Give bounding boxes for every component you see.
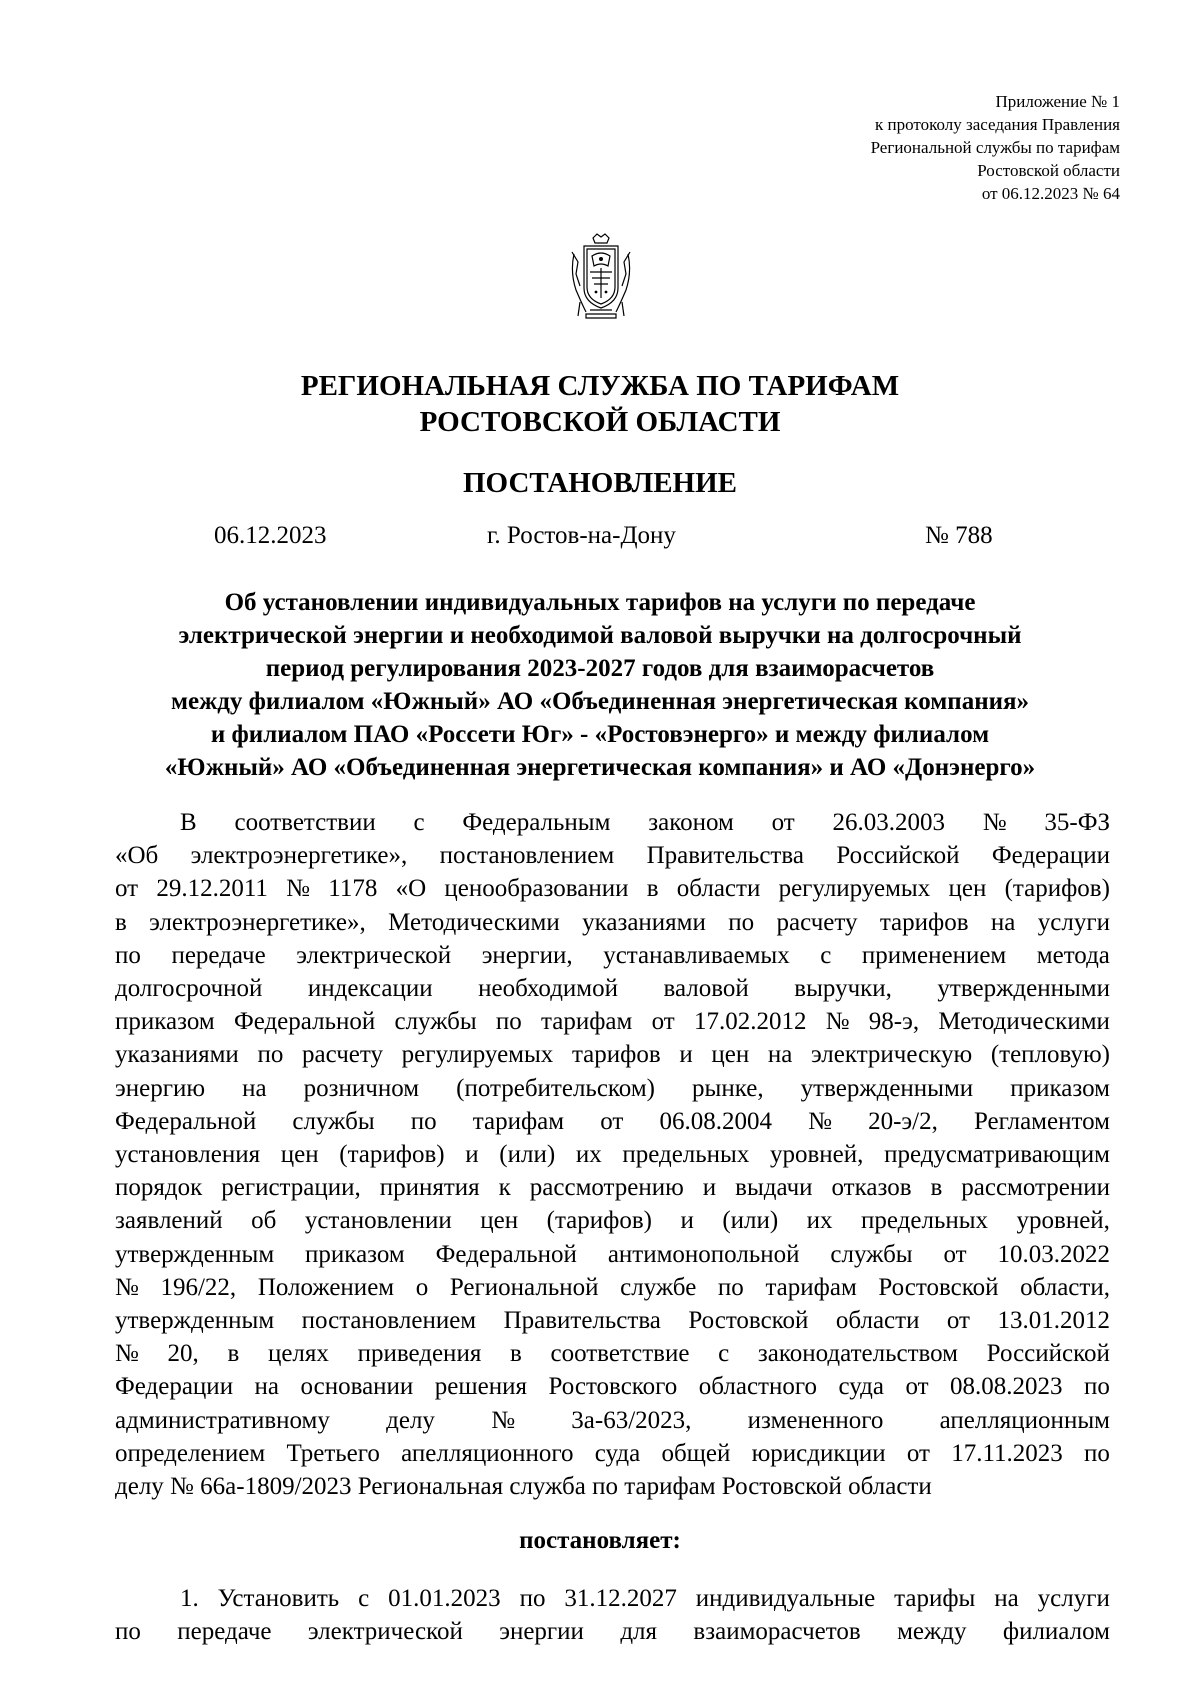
word: В	[180, 809, 197, 836]
word: расчету	[302, 1041, 383, 1069]
word: уровней,	[770, 1141, 864, 1169]
word: передаче	[171, 941, 266, 969]
word: №	[115, 1340, 139, 1368]
word: (или)	[499, 1141, 556, 1169]
document-type: ПОСТАНОВЛЕНИЕ	[462, 467, 737, 499]
word: Федеральной	[435, 1240, 577, 1268]
word: цен	[280, 1141, 319, 1169]
text-line	[115, 1204, 1110, 1237]
word: с	[413, 809, 425, 836]
word: от	[115, 875, 139, 903]
word: выручки,	[794, 975, 892, 1003]
word: рассмотрении	[961, 1174, 1110, 1202]
text-line	[115, 1337, 1110, 1370]
word: Федеральным	[462, 809, 611, 836]
word: областного	[698, 1373, 817, 1401]
word: по	[519, 1585, 546, 1612]
word: регистрации,	[221, 1174, 361, 1202]
word: электрической	[307, 1618, 463, 1646]
appendix-note	[871, 90, 1120, 205]
word: на	[242, 1074, 267, 1102]
word: отказов	[831, 1174, 912, 1202]
word: для	[620, 1618, 658, 1646]
text-line	[115, 806, 1110, 839]
word: порядок	[115, 1174, 203, 1202]
word: 98-э,	[868, 1008, 920, 1036]
word: службы	[830, 1240, 913, 1268]
word: расчету	[776, 908, 858, 936]
organization-line: РОСТОВСКОЙ ОБЛАСТИ	[419, 406, 781, 438]
word: Регламентом	[973, 1107, 1110, 1135]
subject-line: период регулирования 2023-2027 годов для взаиморасчетов	[265, 655, 935, 682]
word: №	[115, 1273, 139, 1301]
text-line	[115, 1238, 1110, 1271]
word: Установить	[217, 1585, 340, 1612]
word: от	[905, 1373, 929, 1401]
word: установлении	[304, 1207, 452, 1235]
word: утвержденными	[937, 975, 1110, 1003]
word: законодательством	[757, 1340, 958, 1368]
word: об	[251, 1207, 277, 1235]
word: №	[825, 1008, 850, 1036]
word: предельных	[861, 1207, 989, 1235]
word: взаиморасчетов	[693, 1618, 861, 1646]
word: суда	[594, 1439, 641, 1467]
appendix-line: от 06.12.2023 № 64	[981, 184, 1120, 203]
word: по	[495, 1008, 522, 1036]
word: по	[728, 908, 755, 936]
text-line	[115, 939, 1110, 972]
word: Методическими	[388, 908, 560, 936]
word: по	[717, 1273, 744, 1301]
text-line	[115, 1072, 1110, 1105]
word: 26.03.2003	[832, 809, 945, 836]
word: №	[808, 1107, 832, 1135]
word: суда	[838, 1373, 884, 1401]
word: 17.02.2012	[693, 1008, 807, 1036]
word: 1.	[180, 1585, 199, 1612]
word: услуги	[1037, 1585, 1110, 1612]
word: уровней,	[1016, 1207, 1110, 1235]
text-line	[115, 1038, 1110, 1071]
word: цен	[948, 875, 987, 903]
word: электроэнергетике»,	[149, 908, 366, 936]
word: №	[286, 875, 311, 903]
text-line	[115, 1171, 1110, 1204]
text-line	[115, 1105, 1110, 1138]
word: тарифов	[879, 908, 969, 936]
word: валовой	[663, 975, 749, 1003]
word: (тарифов)	[339, 1141, 445, 1169]
word: тарифов	[571, 1041, 661, 1069]
word: утвержденными	[800, 1074, 974, 1102]
word: тарифы	[894, 1585, 976, 1612]
text-line	[115, 972, 1110, 1005]
word: Ростовской	[688, 1307, 809, 1335]
word: и	[680, 1207, 694, 1235]
word: от	[946, 1307, 970, 1335]
word: метода	[1036, 941, 1110, 969]
word: делу	[386, 1406, 435, 1434]
word: (тарифов)	[1004, 875, 1110, 903]
text-line	[115, 1437, 1110, 1470]
word: Методическими	[938, 1008, 1110, 1036]
word: 29.12.2011	[156, 875, 268, 903]
word: целях	[267, 1340, 329, 1368]
word: от	[943, 1240, 967, 1268]
word: общей	[661, 1439, 731, 1467]
appendix-line: Ростовской области	[977, 161, 1120, 180]
word: принятия	[379, 1174, 480, 1202]
word: на	[254, 1373, 280, 1401]
word: апелляционного	[401, 1439, 574, 1467]
word: апелляционным	[939, 1406, 1110, 1434]
coat-of-arms-icon	[566, 232, 636, 320]
word: приведения	[357, 1340, 482, 1368]
word: 01.01.2023	[388, 1585, 501, 1612]
word: Российской	[986, 1340, 1110, 1368]
word: рассмотрению	[529, 1174, 684, 1202]
document-number: № 788	[925, 522, 993, 549]
word: 31.12.2027	[564, 1585, 677, 1612]
word: 13.01.2012	[997, 1307, 1110, 1335]
word: по	[410, 1107, 437, 1135]
document-date: 06.12.2023	[214, 522, 327, 549]
word: соответствие	[550, 1340, 690, 1368]
word: и	[465, 1141, 479, 1169]
word: применением	[861, 941, 1007, 969]
word: 17.11.2023	[951, 1439, 1063, 1467]
text-line	[115, 1370, 1110, 1403]
word: и	[679, 1041, 693, 1069]
word: утвержденным	[115, 1307, 275, 1335]
word: их	[806, 1207, 833, 1235]
word: ценообразовании	[444, 875, 629, 903]
word: с	[358, 1585, 370, 1612]
word: с	[718, 1340, 730, 1368]
word: определением	[115, 1439, 266, 1467]
word: услуги	[1037, 908, 1110, 936]
word: регулируемых	[778, 875, 931, 903]
word: цен	[711, 1041, 750, 1069]
subject-line: Об установлении индивидуальных тарифов на услуги по передаче	[224, 589, 976, 616]
word: на	[990, 908, 1016, 936]
word: 1178	[328, 875, 378, 903]
word: службе	[620, 1273, 697, 1301]
word: между	[897, 1618, 967, 1646]
text-line	[115, 1615, 1110, 1648]
word: Российской	[836, 842, 960, 870]
word: по	[115, 941, 141, 969]
word: электрическую	[811, 1041, 973, 1069]
word: области	[835, 1307, 920, 1335]
word: Федерации	[115, 1373, 234, 1401]
word: электроэнергетике»,	[190, 842, 408, 870]
word: с	[820, 941, 832, 969]
word: приказом	[305, 1240, 405, 1268]
word: по	[115, 1618, 141, 1646]
word: области	[676, 875, 761, 903]
word: области,	[1020, 1273, 1110, 1301]
word: передаче	[177, 1618, 272, 1646]
word: в	[115, 908, 127, 936]
word: решения	[434, 1373, 527, 1401]
document-subject	[100, 586, 1100, 784]
word: «О	[395, 875, 427, 903]
word: Федеральной	[115, 1107, 257, 1135]
word: филиалом	[1002, 1618, 1110, 1646]
word: от	[771, 809, 795, 836]
appendix-line: к протоколу заседания Правления	[875, 115, 1120, 134]
word: (тепловую)	[990, 1041, 1110, 1069]
text-line	[115, 1582, 1110, 1615]
word: к	[498, 1174, 511, 1202]
word: устанавливаемых	[603, 941, 790, 969]
word: Третьего	[286, 1439, 380, 1467]
text-line	[115, 906, 1110, 939]
organization-line: РЕГИОНАЛЬНАЯ СЛУЖБА ПО ТАРИФАМ	[300, 370, 900, 402]
word: их	[575, 1141, 602, 1169]
word: 20,	[167, 1340, 199, 1368]
word: Региональной	[449, 1273, 599, 1301]
word: «Об	[115, 842, 159, 870]
document-city: г. Ростов-на-Дону	[487, 522, 676, 549]
word: электрической	[296, 941, 452, 969]
word: предусматривающим	[884, 1141, 1110, 1169]
subject-line: и филиалом ПАО «Россети Юг» - «Ростовэнерго» и между филиалом	[210, 721, 990, 748]
word: постановлением	[301, 1307, 477, 1335]
word: на	[994, 1585, 1019, 1612]
word: и	[702, 1174, 717, 1202]
text-line	[115, 839, 1110, 872]
word: необходимой	[478, 975, 619, 1003]
point-1-paragraph	[115, 1582, 1110, 1648]
word: службы	[394, 1008, 477, 1036]
word: регулируемых	[401, 1041, 554, 1069]
word: от	[906, 1439, 930, 1467]
word: Федеральной	[233, 1008, 376, 1036]
word: тарифам	[541, 1008, 633, 1036]
word: приказом	[1010, 1074, 1110, 1102]
word: 08.08.2023	[950, 1373, 1063, 1401]
word: 196/22,	[160, 1273, 237, 1301]
word: (или)	[722, 1207, 779, 1235]
word: приказом	[115, 1008, 215, 1036]
subject-line: электрической энергии и необходимой валовой выручки на долгосрочный	[178, 622, 1022, 649]
decree-word: постановляет:	[519, 1527, 681, 1554]
word: указаниями	[582, 908, 706, 936]
appendix-line: Региональной службы по тарифам	[870, 138, 1120, 157]
word: в	[646, 875, 659, 903]
word: соответствии	[234, 809, 376, 836]
word: на	[767, 1041, 793, 1069]
word: утвержденным	[115, 1240, 275, 1268]
word: Ростовского	[548, 1373, 678, 1401]
organization-name	[0, 368, 1200, 440]
word: измененного	[747, 1406, 884, 1434]
word: предельных	[622, 1141, 750, 1169]
word: индексации	[307, 975, 433, 1003]
word: постановлением	[439, 842, 615, 870]
word: 06.08.2004	[659, 1107, 772, 1135]
word: по	[257, 1041, 284, 1069]
word: административному	[115, 1406, 330, 1434]
word: долгосрочной	[115, 975, 263, 1003]
word: в	[510, 1340, 522, 1368]
text-line	[115, 1271, 1110, 1304]
word: энергии	[499, 1618, 584, 1646]
appendix-line: Приложение № 1	[995, 92, 1120, 111]
text-line	[115, 1404, 1110, 1437]
text-line	[115, 1138, 1110, 1171]
word: выдачи	[735, 1174, 813, 1202]
text-line: делу № 66а-1809/2023 Региональная служба по тарифам Ростовской области	[115, 1473, 932, 1501]
word: Правительства	[646, 842, 804, 870]
word: в	[227, 1340, 240, 1368]
word: 3а-63/2023,	[571, 1406, 692, 1434]
word: указаниями	[115, 1041, 239, 1069]
word: тарифам	[472, 1107, 565, 1135]
word: Правительства	[503, 1307, 661, 1335]
word: по	[1084, 1439, 1110, 1467]
word: от	[600, 1107, 624, 1135]
word: Положением	[257, 1273, 395, 1301]
word: заявлений	[115, 1207, 223, 1235]
subject-line: «Южный» АО «Объединенная энергетическая компания» и АО «Донэнерго»	[164, 754, 1036, 781]
word: цен	[480, 1207, 519, 1235]
word: розничном	[303, 1074, 420, 1102]
word: индивидуальные	[695, 1585, 876, 1612]
text-line	[115, 872, 1110, 905]
word: антимонопольной	[607, 1240, 800, 1268]
word: Ростовской	[878, 1273, 999, 1301]
text-line	[115, 1304, 1110, 1337]
word: энергии,	[481, 941, 573, 969]
word: (тарифов)	[546, 1207, 652, 1235]
word: 35-ФЗ	[1044, 809, 1110, 836]
word: 10.03.2022	[997, 1240, 1110, 1268]
word: законом	[648, 809, 734, 836]
word: Федерации	[991, 842, 1110, 870]
word: (потребительском)	[456, 1074, 655, 1102]
word: по	[1083, 1373, 1110, 1401]
word: службы	[292, 1107, 375, 1135]
word: №	[982, 809, 1007, 836]
word: в	[930, 1174, 943, 1202]
word: энергию	[115, 1074, 206, 1102]
subject-line: между филиалом «Южный» АО «Объединенная энергетическая компания»	[170, 688, 1030, 715]
word: юрисдикции	[751, 1439, 886, 1467]
word: от	[651, 1008, 675, 1036]
word: рынке,	[692, 1074, 764, 1102]
word: установления	[115, 1141, 261, 1169]
text-line	[115, 1005, 1110, 1038]
word: №	[491, 1406, 516, 1434]
word: тарифам	[765, 1273, 857, 1301]
word: о	[415, 1273, 429, 1301]
preamble-paragraph	[115, 806, 1110, 1503]
word: 20-э/2,	[868, 1107, 938, 1135]
word: основании	[300, 1373, 414, 1401]
